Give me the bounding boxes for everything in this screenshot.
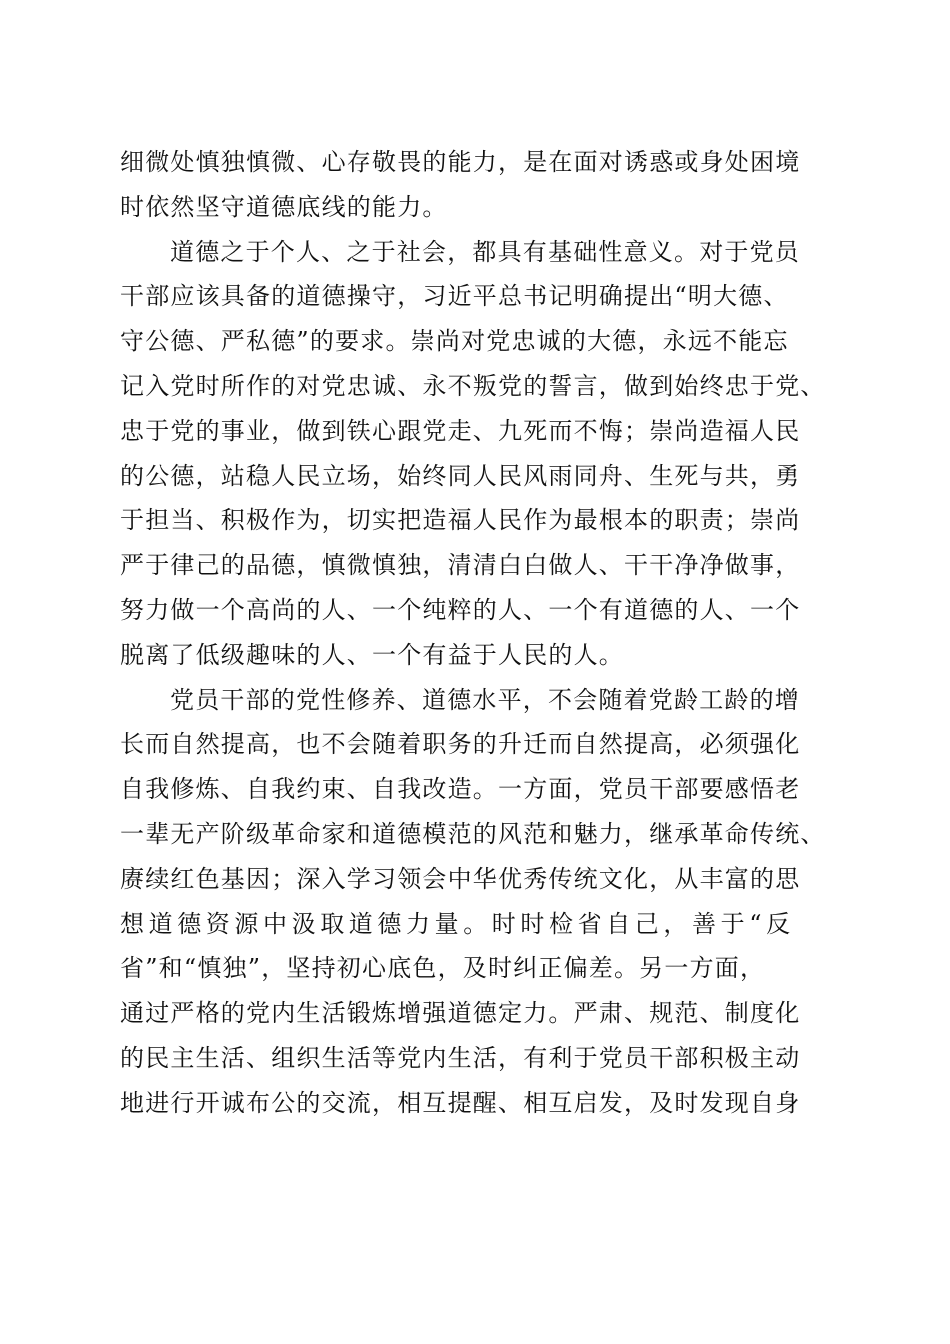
text-line: 干部应该具备的道德操守，习近平总书记明确提出“明大德、 <box>120 282 789 311</box>
paragraph-start-line: 道德之于个人、之于社会，都具有基础性意义。对于党员 <box>170 237 800 266</box>
paragraph-start-line: 党员干部的党性修养、道德水平，不会随着党龄工龄的增 <box>170 685 800 714</box>
text-line: 忠于党的事业，做到铁心跟党走、九死而不悔；崇尚造福人民 <box>120 416 801 445</box>
text-line: 省”和“慎独”，坚持初心底色，及时纠正偏差。另一方面， <box>120 954 766 983</box>
text-line: 的民主生活、组织生活等党内生活，有利于党员干部积极主动 <box>120 1043 801 1072</box>
text-line: 一辈无产阶级革命家和道德模范的风范和魅力，继承革命传统、 <box>120 819 826 848</box>
text-line: 努力做一个高尚的人、一个纯粹的人、一个有道德的人、一个 <box>120 595 801 624</box>
text-line: 长而自然提高，也不会随着职务的升迁而自然提高，必须强化 <box>120 730 801 759</box>
text-line: 通过严格的党内生活锻炼增强道德定力。严肃、规范、制度化 <box>120 999 801 1028</box>
text-line: 记入党时所作的对党忠诚、永不叛党的誓言，做到始终忠于党、 <box>120 371 826 400</box>
text-line: 严于律己的品德，慎微慎独，清清白白做人、干干净净做事， <box>120 551 801 580</box>
text-line: 细微处慎独慎微、心存敬畏的能力，是在面对诱惑或身处困境 <box>120 148 801 176</box>
text-line: 自我修炼、自我约束、自我改造。一方面，党员干部要感悟老 <box>120 775 801 804</box>
text-line: 于担当、积极作为，切实把造福人民作为最根本的职责；崇尚 <box>120 506 801 535</box>
text-line: 的公德，站稳人民立场，始终同人民风雨同舟、生死与共，勇 <box>120 461 801 490</box>
text-line: 时依然坚守道德底线的能力。 <box>120 192 448 221</box>
text-line: 想道德资源中汲取道德力量。时时检省自己，善于“反 <box>120 909 795 938</box>
text-line: 地进行开诚布公的交流，相互提醒、相互启发，及时发现自身 <box>120 1088 801 1117</box>
text-line: 守公德、严私德”的要求。崇尚对党忠诚的大德，永远不能忘 <box>120 327 789 356</box>
body-text <box>120 140 850 1126</box>
text-line: 赓续红色基因；深入学习领会中华优秀传统文化，从丰富的思 <box>120 864 801 893</box>
text-line: 脱离了低级趣味的人、一个有益于人民的人。 <box>120 640 624 669</box>
